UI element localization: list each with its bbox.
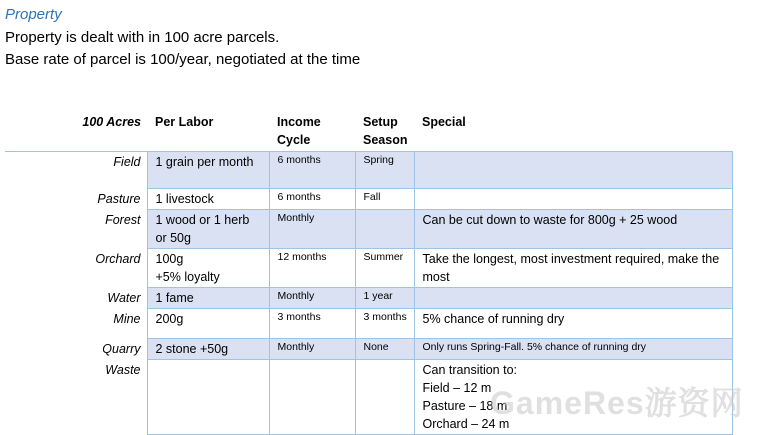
- special-line: Pasture – 18 m: [422, 399, 508, 413]
- special-line: Field – 12 m: [422, 381, 492, 395]
- watermark: GameRes游资网: [490, 385, 744, 421]
- special-cell: [414, 288, 732, 309]
- row-label: Quarry: [102, 341, 141, 356]
- income-cycle-cell: Monthly: [269, 339, 355, 360]
- table-row-water: [5, 288, 732, 309]
- per-labor-line: +5% loyalty: [155, 270, 220, 284]
- setup-season-cell: [355, 360, 414, 435]
- special-line: Orchard – 24 m: [422, 417, 510, 431]
- per-labor-cell: [147, 360, 269, 435]
- row-label: Pasture: [97, 191, 141, 206]
- intro-line-1: Property is dealt with in 100 acre parcels.: [5, 29, 280, 46]
- income-cycle-cell: 6 months: [269, 189, 355, 210]
- income-cycle-cell: Monthly: [269, 288, 355, 309]
- section-heading: Property: [5, 6, 62, 23]
- table-row-pasture: [5, 189, 732, 210]
- property-table: [5, 112, 733, 435]
- row-label: Mine: [113, 311, 141, 326]
- table-header-row: [5, 112, 732, 152]
- special-cell: Can be cut down to waste for 800g + 25 wood: [414, 210, 732, 249]
- header-income-cycle: Income Cycle: [269, 112, 355, 152]
- setup-season-cell: 1 year: [355, 288, 414, 309]
- special-cell: [414, 360, 732, 435]
- income-cycle-cell: 6 months: [269, 152, 355, 189]
- header-per-labor: Per Labor: [147, 112, 269, 152]
- special-cell: Only runs Spring-Fall. 5% chance of running dry: [414, 339, 732, 360]
- special-line: Can transition to:: [422, 363, 517, 377]
- row-label: Forest: [105, 212, 141, 227]
- header-setup-season: Setup Season: [355, 112, 414, 152]
- table-row-field: [5, 152, 732, 189]
- income-cycle-cell: [269, 360, 355, 435]
- per-labor-cell: [147, 249, 269, 288]
- income-cycle-cell: 3 months: [269, 309, 355, 339]
- per-labor-cell: 2 stone +50g: [147, 339, 269, 360]
- income-cycle-cell: Monthly: [269, 210, 355, 249]
- table-row-waste: [5, 360, 732, 435]
- setup-season-cell: [355, 210, 414, 249]
- table-row-orchard: [5, 249, 732, 288]
- per-labor-cell: 1 livestock: [147, 189, 269, 210]
- special-cell: 5% chance of running dry: [414, 309, 732, 339]
- special-cell: [414, 152, 732, 189]
- table-row-quarry: [5, 339, 732, 360]
- setup-season-cell: Summer: [355, 249, 414, 288]
- special-cell: Take the longest, most investment required, make the most: [414, 249, 732, 288]
- setup-season-cell: Spring: [355, 152, 414, 189]
- setup-season-cell: Fall: [355, 189, 414, 210]
- setup-season-cell: None: [355, 339, 414, 360]
- special-cell: [414, 189, 732, 210]
- per-labor-cell: 1 wood or 1 herb or 50g: [147, 210, 269, 249]
- header-acres: 100 Acres: [5, 112, 147, 152]
- setup-season-cell: 3 months: [355, 309, 414, 339]
- header-special: Special: [414, 112, 732, 152]
- row-label: Orchard: [95, 251, 141, 266]
- table-row-forest: [5, 210, 732, 249]
- intro-line-2: Base rate of parcel is 100/year, negotiated at the time: [5, 51, 361, 68]
- per-labor-cell: 1 fame: [147, 288, 269, 309]
- row-label: Water: [107, 290, 141, 305]
- per-labor-cell: 1 grain per month: [147, 152, 269, 189]
- row-label: Waste: [105, 362, 141, 377]
- table-row-mine: [5, 309, 732, 339]
- per-labor-cell: 200g: [147, 309, 269, 339]
- row-label: Field: [113, 155, 141, 169]
- income-cycle-cell: 12 months: [269, 249, 355, 288]
- per-labor-line: 100g: [155, 252, 184, 266]
